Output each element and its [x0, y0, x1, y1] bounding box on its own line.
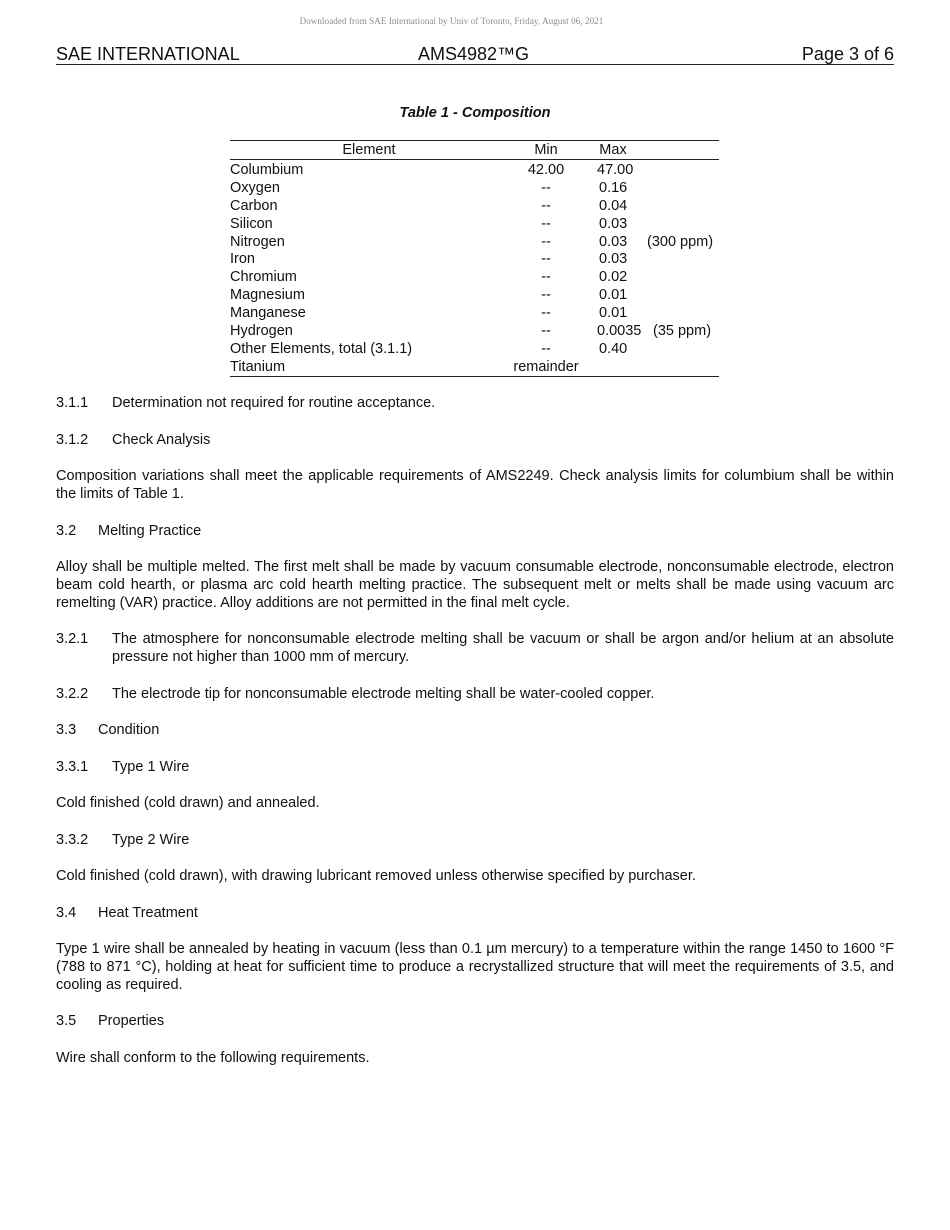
- composition-table: [230, 140, 719, 377]
- section-3-3-2-heading: [56, 831, 190, 849]
- column-header-max: Max: [599, 142, 627, 158]
- cell-element: Columbium: [230, 162, 304, 178]
- section-title: Heat Treatment: [98, 905, 198, 921]
- table-row: Oxygen -- 0.16: [230, 179, 628, 196]
- cell-element: Chromium: [230, 269, 297, 286]
- cell-element: Carbon: [230, 197, 278, 214]
- table-row: Carbon -- 0.04: [230, 197, 628, 214]
- cell-min: --: [541, 323, 551, 340]
- cell-min: --: [541, 179, 551, 196]
- section-3-4-heading: [56, 904, 198, 922]
- table-body: [230, 160, 719, 376]
- section-title: Check Analysis: [112, 432, 211, 448]
- cell-note: (35 ppm): [653, 323, 712, 340]
- paragraph-heat-treatment: Type 1 wire shall be annealed by heating in vacuum (less than 0.1 µm mercury) to a temperature within the range 1450 to 1600 °F (788 to 871 °C), holding at heat for sufficient time to produce a recrystallized structure that will meet the requirements of 3.5, and cooling as required.: [56, 941, 894, 994]
- download-watermark: Downloaded from SAE International by Univ of Toronto, Friday, August 06, 2021: [299, 16, 604, 26]
- cell-min: --: [541, 197, 551, 214]
- cell-element: Magnesium: [230, 287, 305, 304]
- column-header-min: Min: [534, 142, 558, 158]
- section-title: Type 2 Wire: [112, 832, 190, 848]
- section-number: 3.4: [56, 905, 77, 921]
- table-row: Silicon -- 0.03: [230, 215, 628, 232]
- table-row: Hydrogen -- 0.0035 (35 ppm): [230, 323, 712, 340]
- section-number: 3.3: [56, 722, 77, 738]
- section-text: Determination not required for routine acceptance.: [112, 395, 436, 411]
- cell-element: Hydrogen: [230, 323, 293, 340]
- cell-min: --: [541, 215, 551, 232]
- section-title: Properties: [98, 1013, 165, 1029]
- running-header: [56, 44, 894, 65]
- section-3-1-2-heading: [56, 431, 211, 449]
- header-publisher: SAE INTERNATIONAL: [56, 44, 240, 64]
- cell-element: Manganese: [230, 305, 306, 322]
- section-number: 3.2: [56, 523, 77, 539]
- header-page-number: Page 3 of 6: [801, 44, 894, 64]
- section-number: 3.5: [56, 1013, 77, 1029]
- section-number: 3.3.1: [56, 759, 89, 775]
- cell-element: Silicon: [230, 215, 273, 232]
- section-3-1-1: [56, 394, 894, 412]
- cell-element: Titanium: [230, 358, 286, 375]
- section-title: Condition: [98, 722, 160, 738]
- paragraph-type-1-wire: Cold finished (cold drawn) and annealed.: [56, 795, 320, 811]
- paragraph-melting-practice: Alloy shall be multiple melted. The first melt shall be made by vacuum consumable electrode, nonconsumable electrode, electron beam cold hearth, or plasma arc cold hearth melting practice. The subsequent melt or melts shall be made using vacuum arc remelting (VAR) practice. Alloy additions are not permitted in the final melt cycle.: [56, 559, 894, 612]
- cell-element: Other Elements, total (3.1.1): [230, 340, 413, 357]
- section-text: The atmosphere for nonconsumable electrode melting shall be vacuum or shall be argon and/or helium at an absolute pressure not higher than 1000 mm of mercury.: [112, 631, 894, 666]
- column-header-element: Element: [342, 142, 396, 158]
- paragraph-properties: Wire shall conform to the following requirements.: [56, 1050, 370, 1066]
- cell-min: --: [541, 251, 551, 268]
- section-3-3-1-heading: [56, 758, 190, 776]
- section-3-2-1: [56, 630, 894, 666]
- section-number: 3.2.2: [56, 686, 89, 702]
- table-row: Iron -- 0.03: [230, 251, 628, 268]
- table-row: Chromium -- 0.02: [230, 269, 628, 286]
- cell-min: --: [541, 287, 551, 304]
- table-header-row: [230, 141, 719, 160]
- section-3-3-heading: [56, 721, 160, 739]
- cell-element: Iron: [230, 251, 255, 268]
- cell-min: --: [541, 340, 551, 357]
- table-row: [230, 358, 719, 376]
- cell-min: --: [541, 269, 551, 286]
- table-title: Table 1 - Composition: [399, 105, 551, 121]
- section-text: The electrode tip for nonconsumable electrode melting shall be water-cooled copper.: [112, 686, 655, 702]
- section-number: 3.1.1: [56, 395, 89, 411]
- section-title: Melting Practice: [98, 523, 202, 539]
- paragraph-check-analysis: Composition variations shall meet the applicable requirements of AMS2249. Check analysis limits for columbium shall be within the limits of Table 1.: [56, 468, 894, 503]
- paragraph-type-2-wire: Cold finished (cold drawn), with drawing lubricant removed unless otherwise specified by purchaser.: [56, 868, 696, 884]
- cell-element: Oxygen: [230, 179, 280, 196]
- header-document-number: AMS4982™G: [418, 44, 530, 64]
- table-row: Columbium 42.00 47.00: [230, 162, 634, 178]
- cell-min: 42.00: [527, 162, 565, 178]
- table-row: Magnesium -- 0.01: [230, 287, 628, 304]
- cell-min: remainder: [513, 358, 579, 375]
- section-3-5-heading: [56, 1012, 165, 1030]
- cell-element: Nitrogen: [230, 233, 285, 250]
- table-row: Nitrogen -- 0.03 (300 ppm): [230, 233, 714, 250]
- section-3-2-2: [56, 685, 894, 703]
- table-row: Manganese -- 0.01: [230, 305, 628, 322]
- section-title: Type 1 Wire: [112, 759, 190, 775]
- table-row: Other Elements, total (3.1.1) -- 0.40: [230, 340, 628, 357]
- section-number: 3.2.1: [56, 631, 89, 647]
- section-3-2-heading: [56, 522, 202, 540]
- cell-note: (300 ppm): [647, 233, 714, 250]
- cell-min: --: [541, 233, 551, 250]
- section-number: 3.1.2: [56, 432, 89, 448]
- cell-min: --: [541, 305, 551, 322]
- section-number: 3.3.2: [56, 832, 89, 848]
